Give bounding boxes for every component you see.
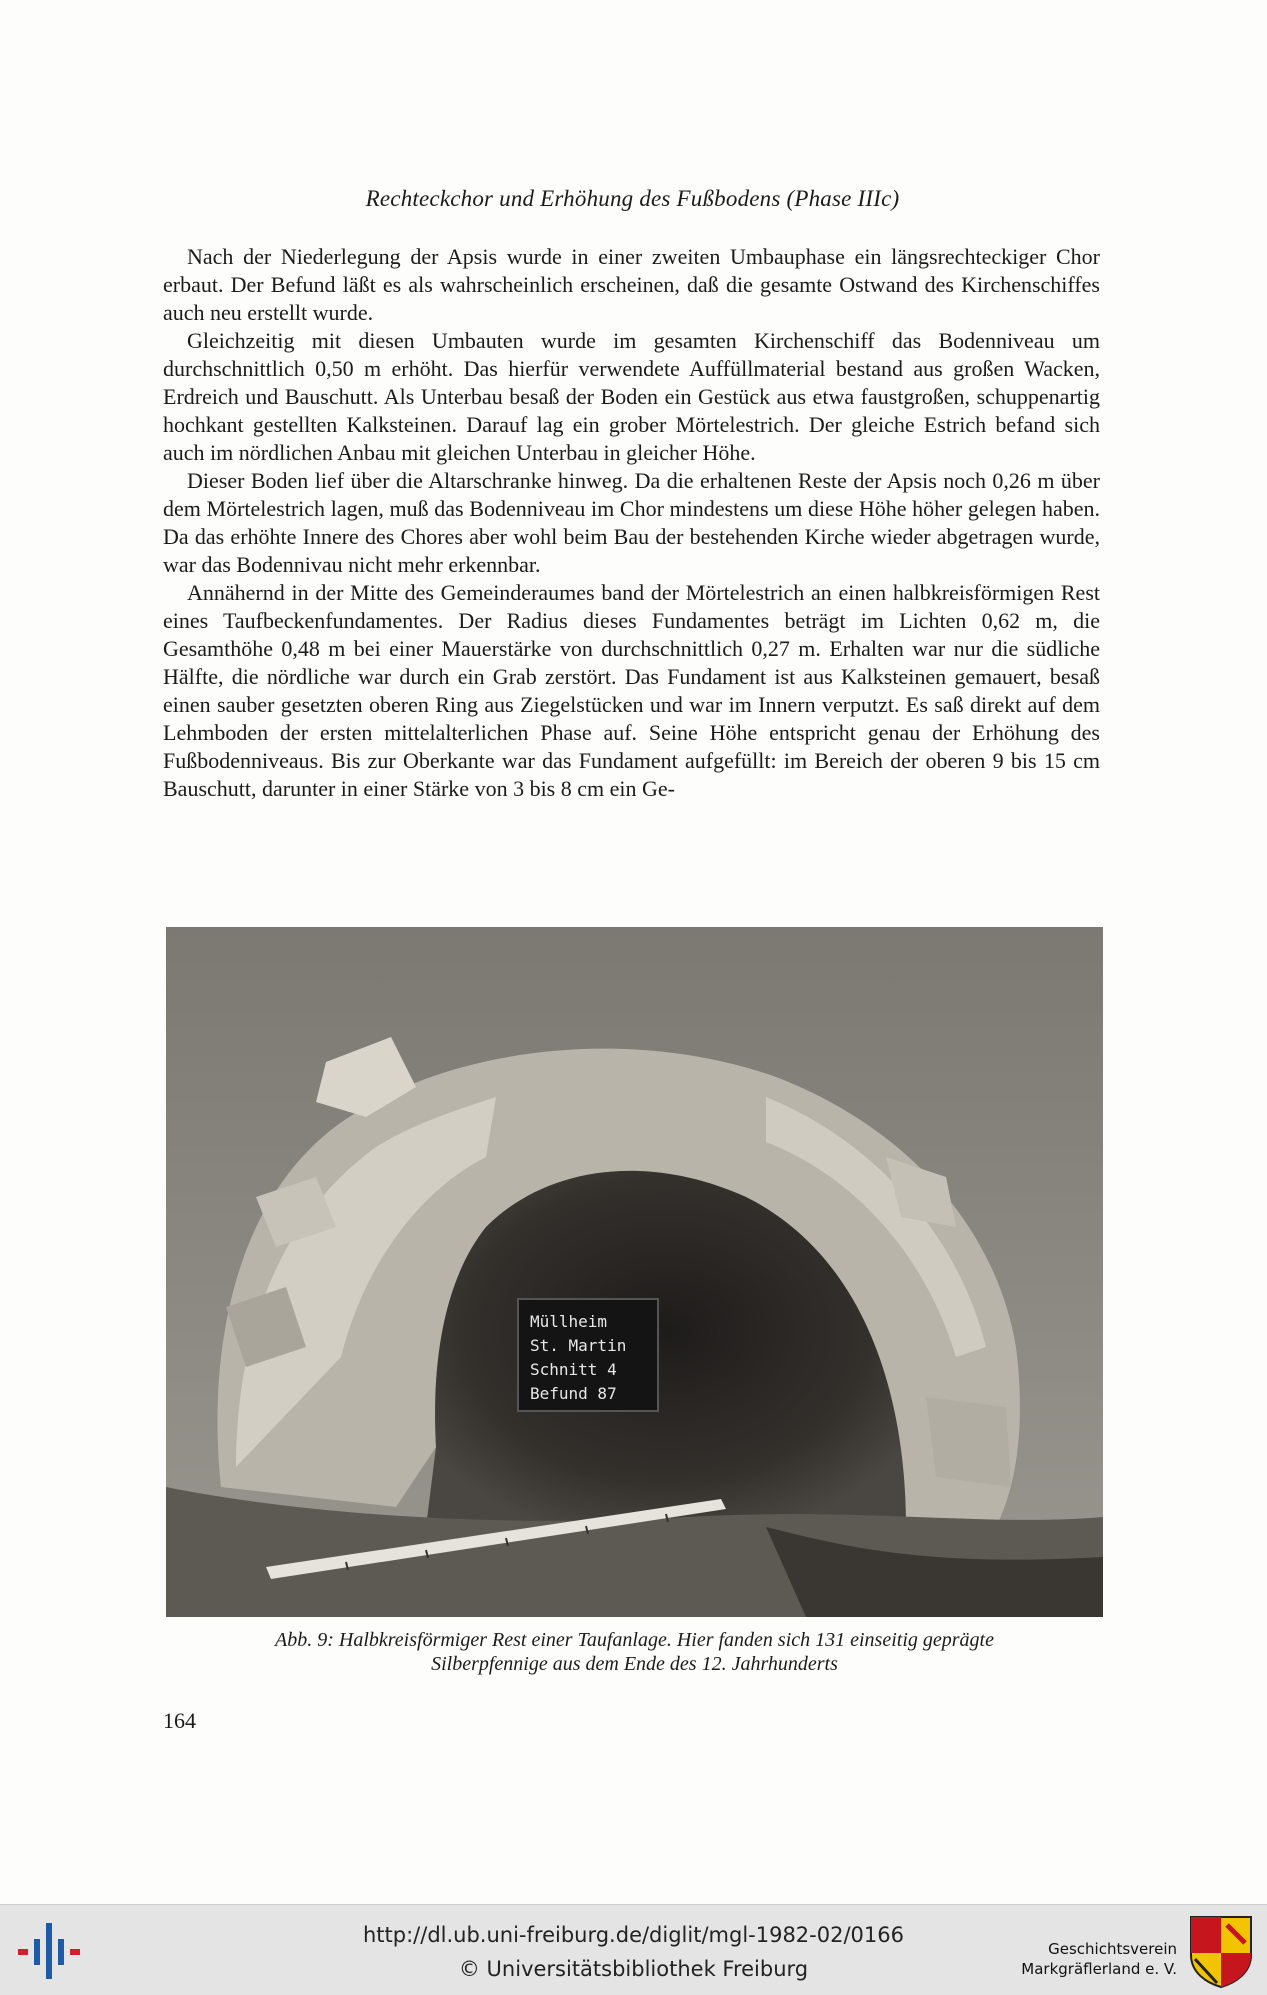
society-line: Geschichtsverein xyxy=(1048,1940,1177,1958)
paragraph: Dieser Boden lief über die Altarschranke hinweg. Da die erhaltenen Reste der Apsis noch 0,26 m über dem Mörtelestrich lagen, muß das Bodenniveau im Chor mindestens um diese Höhe höher gelegen haben. Da das erhöhte Innere des Chores aber wohl beim Bau der bestehenden Kirche wieder abgetragen wurde, war das Bodennivau nicht mehr erkennbar. xyxy=(163,468,1100,577)
excavation-photo xyxy=(166,927,1103,1617)
paragraph: Nach der Niederlegung der Apsis wurde in einer zweiten Umbauphase ein längsrechteckiger Chor erbaut. Der Befund läßt es als wahrscheinlich erscheinen, daß die gesamte Ostwand des Kirchenschiffes auch neu erstellt wurde. xyxy=(163,244,1100,325)
body-text xyxy=(163,243,1100,803)
figure-caption xyxy=(166,1628,1103,1676)
caption-line: Abb. 9: Halbkreisförmiger Rest einer Taufanlage. Hier fanden sich 131 einseitig geprägte xyxy=(275,1629,994,1651)
society-name xyxy=(1021,1939,1177,1979)
copyright-text: © Universitätsbibliothek Freiburg xyxy=(458,1957,809,1981)
caption-line: Silberpfennige aus dem Ende des 12. Jahrhunderts xyxy=(431,1653,838,1675)
sign-line: Befund 87 xyxy=(530,1384,617,1403)
document-url-link[interactable]: http://dl.ub.uni-freiburg.de/diglit/mgl-1982-02/0166 xyxy=(362,1923,904,1947)
paragraph: Annähernd in der Mitte des Gemeinderaumes band der Mörtelestrich an einen halbkreisförmigen Rest eines Taufbeckenfundamentes. Der Radius dieses Fundamentes beträgt im Lichten 0,62 m, die Gesamthöhe 0,48 m bei einer Mauerstärke von durchschnittlich 0,27 m. Erhalten war nur die südliche Hälfte, die nördliche war durch ein Grab zerstört. Das Fundament ist aus Kalksteinen gemauert, besaß einen sauber gesetzten oberen Ring aus Ziegelstücken und war im Innern verputzt. Es saß direkt auf dem Lehmboden der ersten mittelalterlichen Phase auf. Seine Höhe entspricht genau der Erhöhung des Fußbodenniveaus. Bis zur Oberkante war das Fundament aufgefüllt: im Bereich der oberen 9 bis 15 cm Bauschutt, darunter in einer Stärke von 3 bis 8 cm ein Ge- xyxy=(163,580,1100,801)
page-number: 164 xyxy=(163,1708,196,1733)
sign-line: St. Martin xyxy=(530,1336,627,1355)
footer-bar xyxy=(0,1904,1267,1995)
sign-line: Schnitt 4 xyxy=(530,1360,617,1379)
paragraph: Gleichzeitig mit diesen Umbauten wurde im gesamten Kirchenschiff das Bodenniveau um durchschnittlich 0,50 m erhöht. Das hierfür verwendete Auffüllmaterial bestand aus großen Wacken, Erdreich und Bauschutt. Als Unterbau besaß der Boden ein Gestück aus etwa faustgroßen, schuppenartig hochkant gestellten Kalksteinen. Darauf lag ein grober Mörtelestrich. Der gleiche Estrich befand sich auch im nördlichen Anbau mit gleichen Unterbau in gleicher Höhe. xyxy=(163,328,1100,465)
society-line: Markgräflerland e. V. xyxy=(1021,1960,1177,1978)
section-heading: Rechteckchor und Erhöhung des Fußbodens (Phase IIIc) xyxy=(365,186,900,211)
coat-of-arms-icon xyxy=(1187,1913,1255,1989)
sign-line: Müllheim xyxy=(530,1312,608,1331)
